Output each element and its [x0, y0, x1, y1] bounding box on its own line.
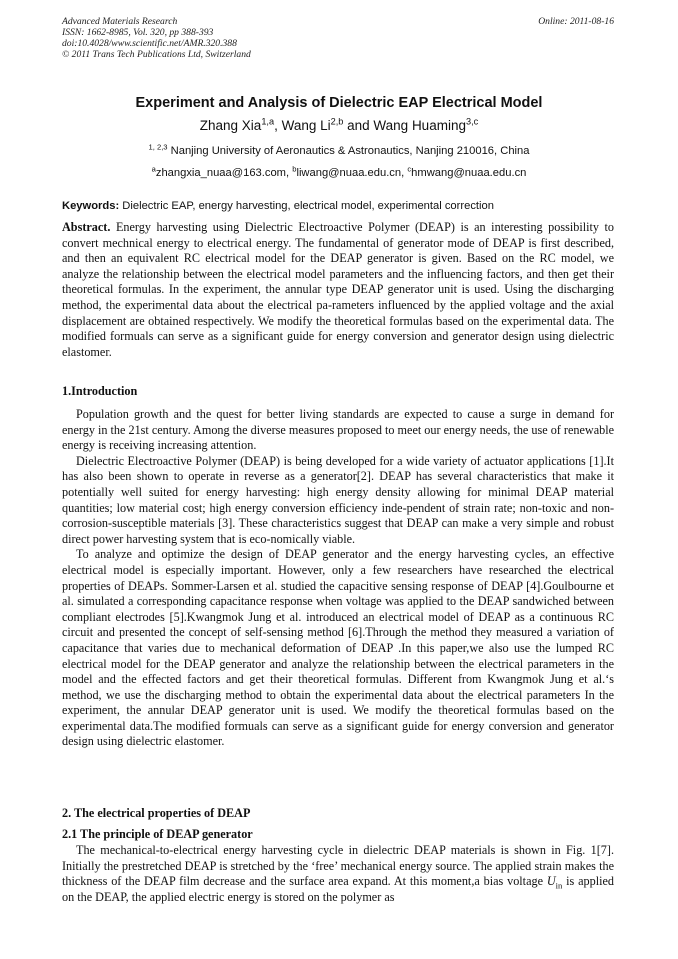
paragraph-text: The mechanical-to-electrical energy harvesting cycle in dielectric DEAP materials is shown in Fig. 1[7]. Initially the prestretched DEAP is stretched by the ‘free’ mechanical energy source. The applied strain makes the thickness of the DEAP film decrease and the surface area expand. At this moment,a bias voltage — [62, 843, 614, 889]
abstract — [62, 220, 614, 360]
paragraph: Population growth and the quest for better living standards are expected to cause a surge in demand for energy in the 21st century. Among the diverse measures proposed to meet our energy needs, the use of renewable energy is receiving increasing attention. — [62, 407, 614, 453]
email-mark: b — [292, 164, 297, 174]
affiliation-text: Nanjing University of Aeronautics & Astronautics, Nanjing 210016, China — [167, 145, 530, 157]
journal-header — [62, 16, 251, 60]
author-name: Wang Huaming — [373, 118, 466, 133]
email-address: zhangxia_nuaa@163.com, — [155, 167, 293, 179]
email-address: hmwang@nuaa.edu.cn — [411, 167, 527, 179]
keywords — [62, 200, 614, 212]
paper-title: Experiment and Analysis of Dielectric EAP Electrical Model — [135, 95, 543, 111]
author-affil-mark: 3,c — [465, 116, 479, 127]
journal-name: Advanced Materials Research — [62, 16, 178, 27]
voltage-symbol: U — [546, 874, 556, 889]
author-name: Wang Li — [281, 118, 331, 133]
paragraph-text: is applied on the DEAP, the applied electric energy is stored on the polymer as — [62, 874, 614, 904]
paragraph: Dielectric Electroactive Polymer (DEAP) is being developed for a wide variety of actuator applications [1].It has also been shown to operate in reverse as a generator[2]. DEAP has several characteristics that make it potentially well suited for energy harvesting: high energy density allowing for minimal DEAP material quantities; low material cost; high energy conversion efficiency inde-pendent of strain rate; non-toxic and non-corrosion-susceptible materials [3]. These characteristics suggest that DEAP can make a very simple and robust direct power harvesting system that is eco-nomically viable. — [62, 453, 614, 546]
affiliation — [0, 142, 678, 157]
section-heading-electrical-properties: 2. The electrical properties of DEAP — [62, 806, 251, 820]
online-date: Online: 2011-08-16 — [538, 16, 614, 27]
author-separator: , — [274, 118, 282, 133]
author-list — [0, 118, 678, 133]
email-mark: c — [407, 164, 412, 174]
voltage-subscript: in — [555, 880, 563, 891]
author-name: Zhang Xia — [199, 118, 262, 133]
email-mark: a — [151, 164, 156, 174]
issn-line: ISSN: 1662-8985, Vol. 320, pp 388-393 — [62, 27, 214, 38]
keywords-text: Dielectric EAP, energy harvesting, electrical model, experimental correction — [119, 200, 494, 212]
subsection-heading-principle: 2.1 The principle of DEAP generator — [62, 827, 253, 841]
author-separator: and — [343, 118, 374, 133]
author-affil-mark: 1,a — [261, 116, 275, 127]
keywords-label: Keywords: — [62, 200, 120, 212]
introduction-body — [62, 407, 614, 750]
abstract-label: Abstract. — [62, 220, 111, 234]
email-address: liwang@nuaa.edu.cn, — [296, 167, 408, 179]
author-affil-mark: 2,b — [330, 116, 344, 127]
section2-body — [62, 843, 614, 905]
copyright-line: © 2011 Trans Tech Publications Ltd, Switzerland — [62, 49, 251, 60]
doi-line: doi:10.4028/www.scientific.net/AMR.320.388 — [62, 38, 237, 49]
affiliation-mark: 1, 2,3 — [148, 142, 168, 152]
paragraph — [62, 843, 614, 905]
email-list — [0, 164, 678, 179]
abstract-text: Energy harvesting using Dielectric Electroactive Polymer (DEAP) is an interesting possibility to convert mechnical energy to electrical energy. The fundamental of generator mode of DEAP is first described, and then an equivalent RC electrical model for the DEAP generator is given. Based on the RC model, we analyze the relationship between the electrical model parameters and the influencing factors, and then get their theoretical formulas. In the experiment, the annular type DEAP generator unit is used. Using the discharging method, the experimental data about the electrical pa-rameters influenced by the applied voltage and the axial displacement are obtained respectively. We modify the theoretical formulas based on the experimental data. The modified formuals can serve as a significant guide for energy conversion and generator design using dielectric elastomer. — [62, 220, 614, 359]
paragraph: To analyze and optimize the design of DEAP generator and the energy harvesting cycles, an effective electrical model is especially important. However, only a few researchers have researched the electrical properties of DEAPs. Sommer-Larsen et al. studied the capacitive sensing response of DEAP [4].Goulbourne et al. simulated a corresponding capacitance response when voltage was applied to the DEAP sandwiched between compliant electrodes [5].Kwangmok Jung et al. introduced an electrical model of DEAP as a continuous RC circuit and presented the concept of self-sensing method [6].Through the method they measured a variation of capacitance that varies due to mechanical deformation of DEAP .In this paper,we also use the lumped RC electrical model for the DEAP generator and analyze the relationship between the electrical parameters in the model and the effected factors and get their theoretical formulas. Different from Kwangmok Jung et al.‘s method, we use the discharging method to obtain the experimental data about the electrical parameters In the experiment, the annular DEAP generator unit is used. We modify the theoretical formulas based on the experimental data.The modified formuals can serve as a significant guide for energy conversion and generator design using dielectric elastomer. — [62, 547, 614, 749]
section-heading-introduction: 1.Introduction — [62, 384, 138, 398]
